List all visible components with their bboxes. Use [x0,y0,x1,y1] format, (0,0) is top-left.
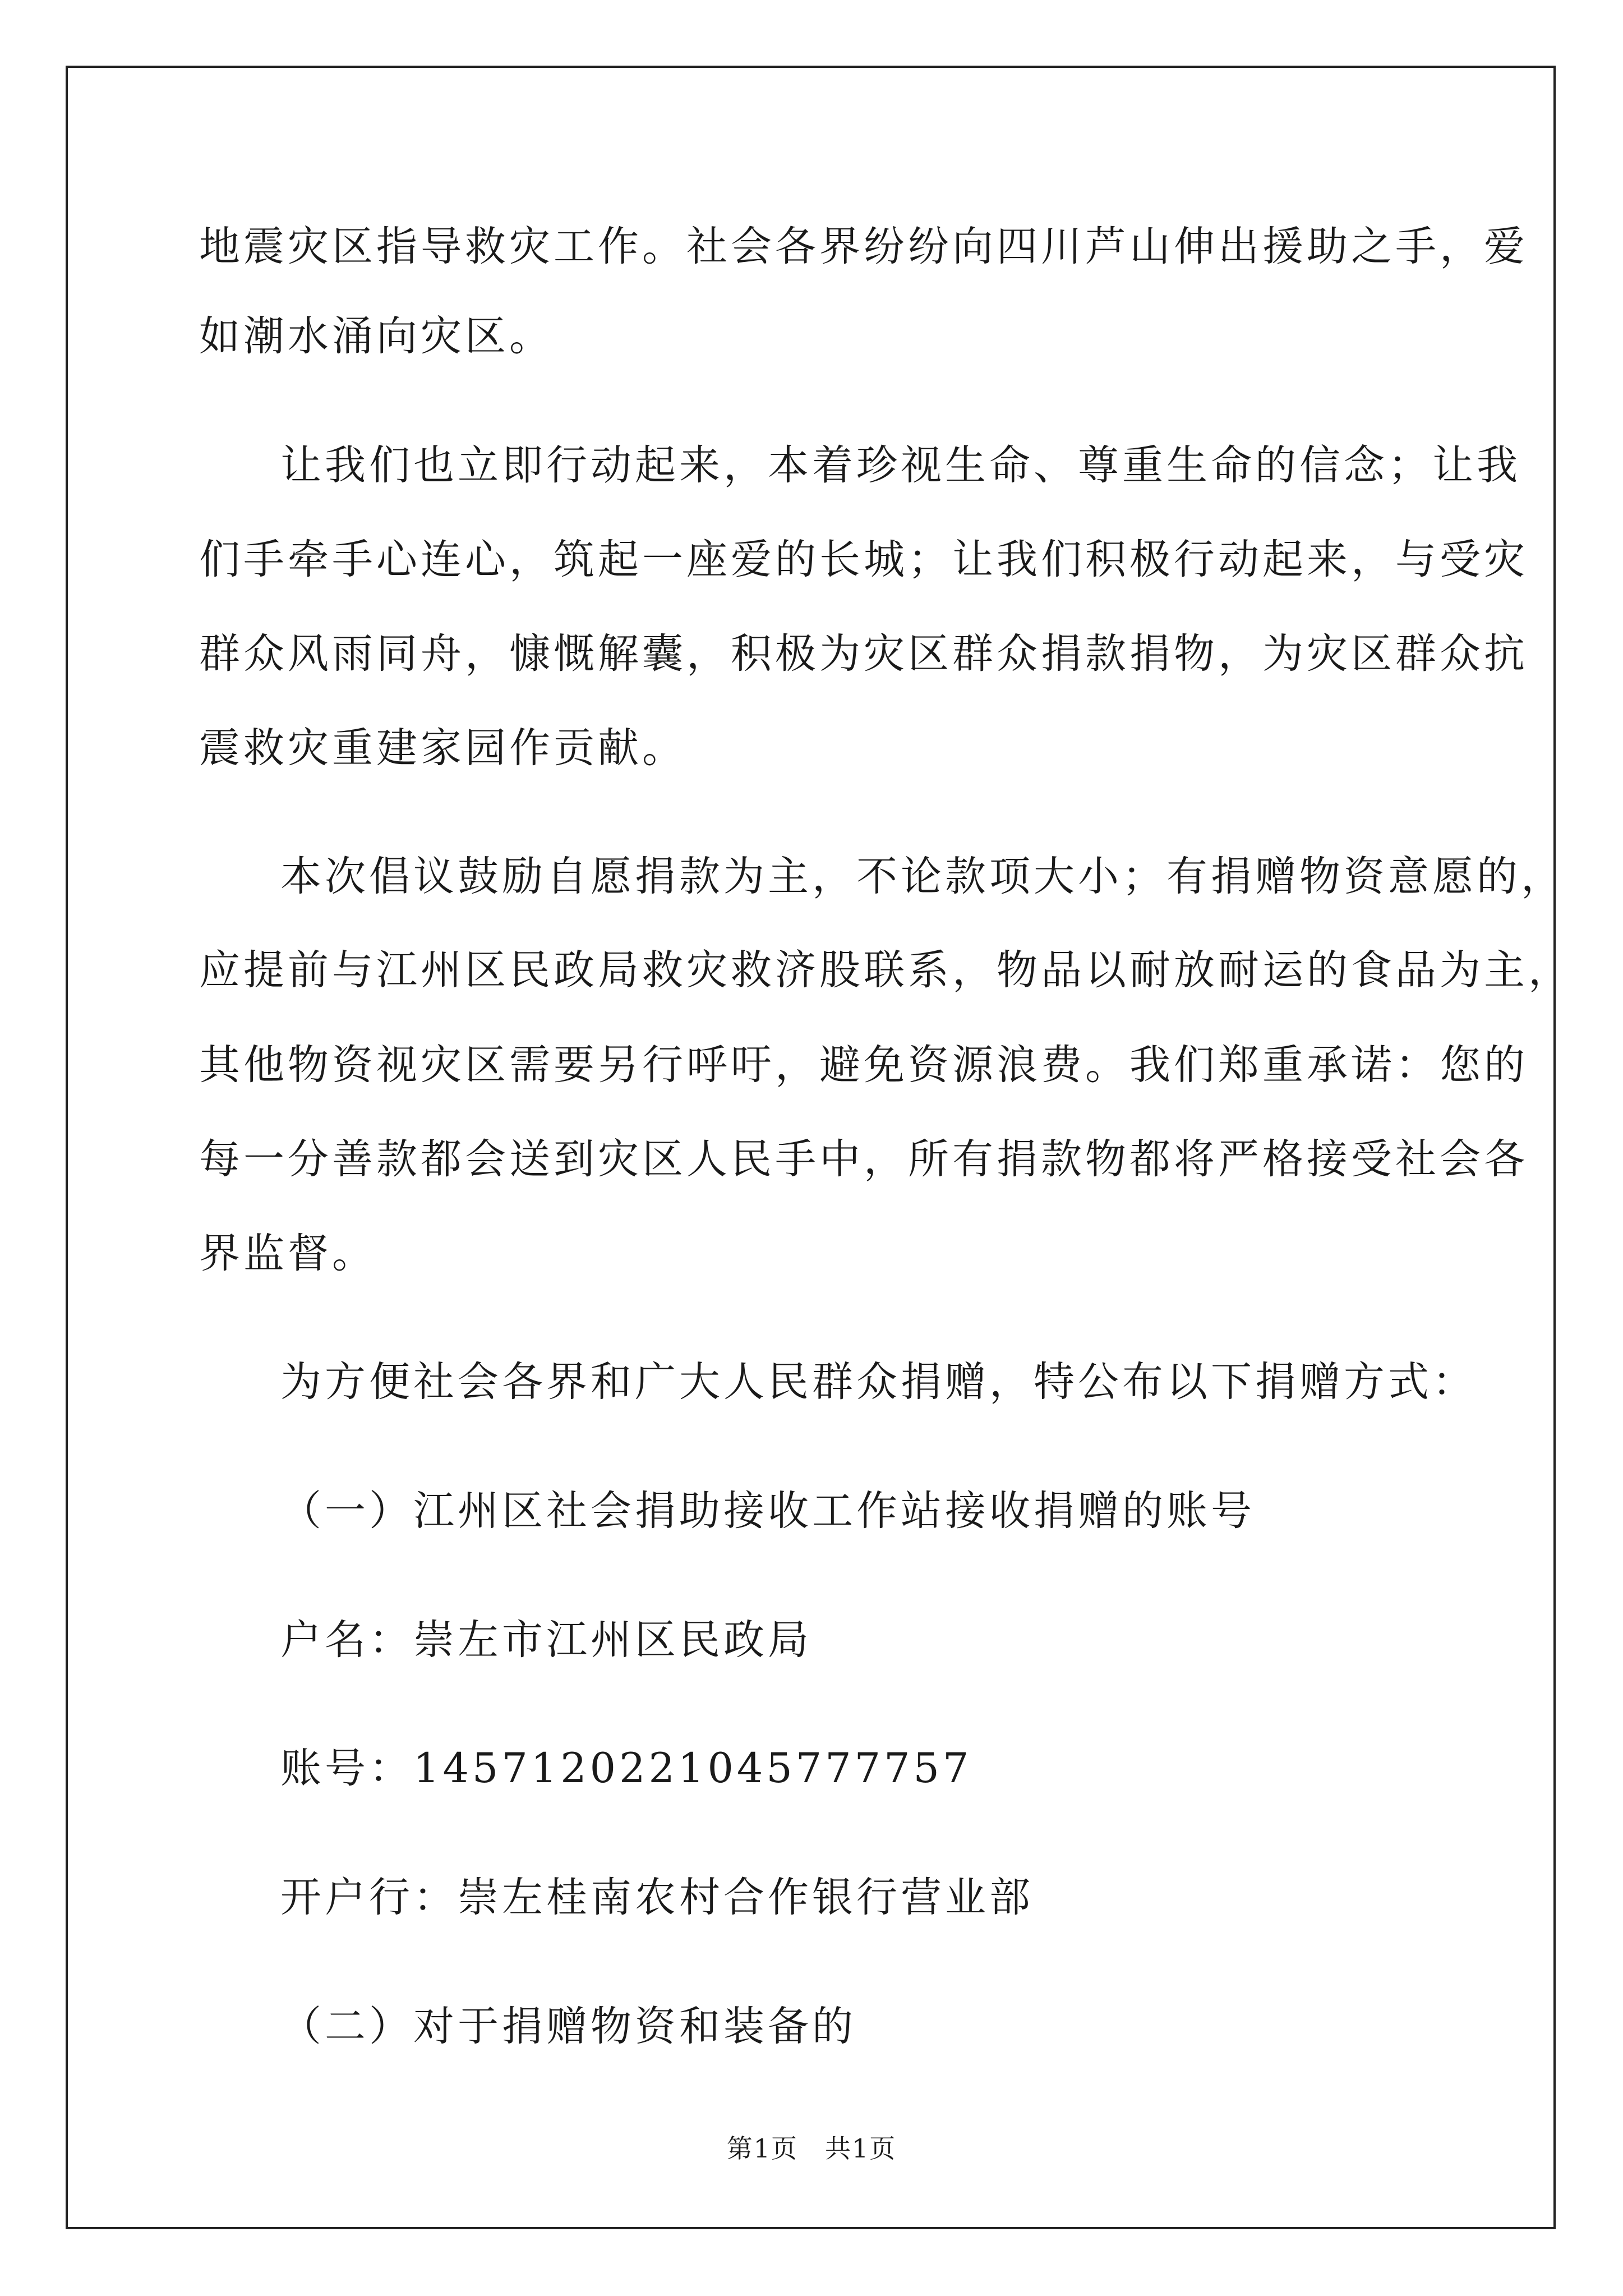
account-name-line: 户名：崇左市江州区民政局 [280,1616,812,1664]
account-number-line: 账号：1457120221045777757 [280,1745,972,1792]
body-text-line: 震救灾重建家园作贡献。 [199,724,686,772]
body-text-line: 为方便社会各界和广大人民群众捐赠，特公布以下捐赠方式： [280,1358,1477,1406]
body-text-line: 其他物资视灾区需要另行呼吁，避免资源浪费。我们郑重承诺：您的 [199,1041,1528,1089]
body-text-line: 让我们也立即行动起来，本着珍视生命、尊重生命的信念；让我 [280,441,1521,489]
body-text-line: （二）对于捐赠物资和装备的 [280,2003,856,2050]
page-footer: 第1页 共1页 [726,2133,897,2164]
bank-line: 开户行：崇左桂南农村合作银行营业部 [280,1874,1034,1921]
body-text-line: （一）江州区社会捐助接收工作站接收捐赠的账号 [280,1487,1255,1535]
body-text-line: 们手牵手心连心，筑起一座爱的长城；让我们积极行动起来，与受灾 [199,536,1528,583]
body-text-line: 应提前与江州区民政局救灾救济股联系，物品以耐放耐运的食品为主， [199,946,1573,994]
body-text-line: 本次倡议鼓励自愿捐款为主，不论款项大小；有捐赠物资意愿的， [280,853,1565,900]
body-text-line: 地震灾区指导救灾工作。社会各界纷纷向四川芦山伸出援助之手，爱 [199,223,1528,270]
body-text-line: 群众风雨同舟，慷慨解囊，积极为灾区群众捐款捐物，为灾区群众抗 [199,630,1528,678]
body-text-line: 如潮水涌向灾区。 [199,312,554,360]
body-text-line: 每一分善款都会送到灾区人民手中，所有捐款物都将严格接受社会各 [199,1135,1528,1183]
body-text-line: 界监督。 [199,1230,376,1277]
